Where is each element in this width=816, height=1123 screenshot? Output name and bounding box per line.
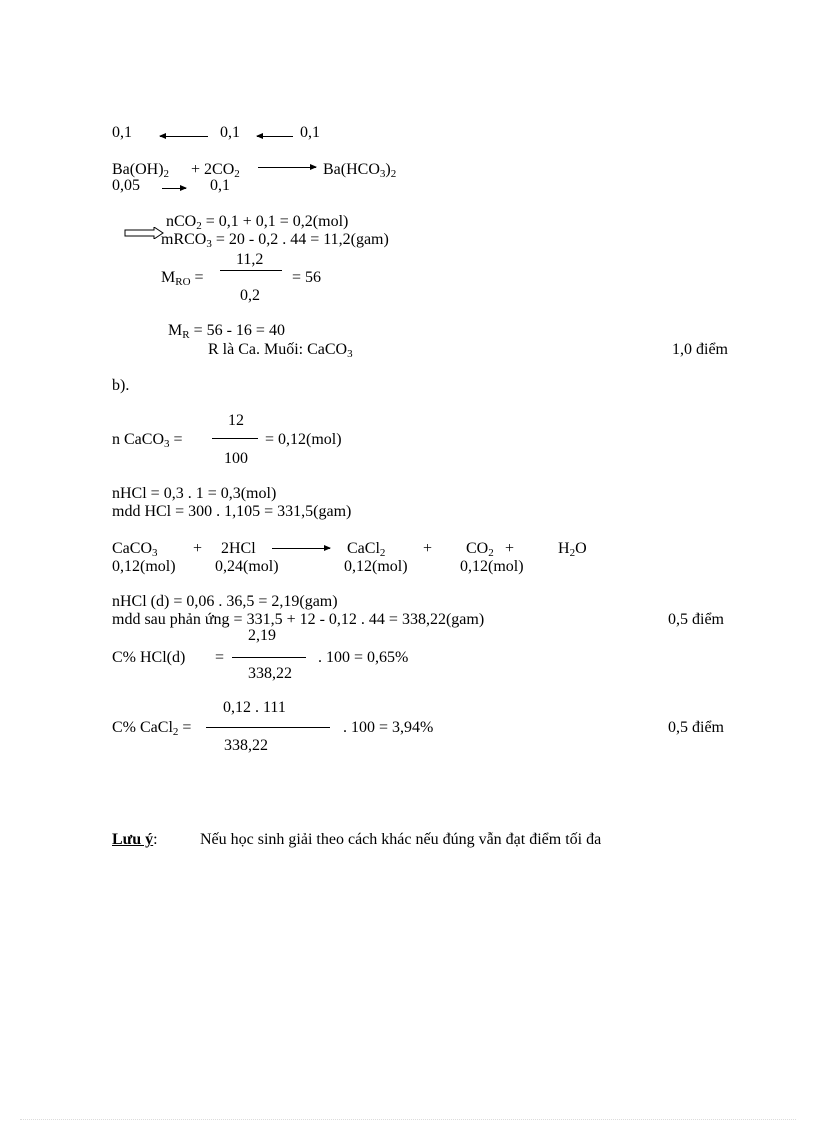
fraction-numerator: 0,12 . 111 xyxy=(223,699,286,716)
fraction-result: . 100 = 0,65% xyxy=(318,649,409,666)
mol-value: 0,12(mol) xyxy=(344,558,408,575)
ccacl2-label: C% CaCl$_2$ = xyxy=(112,719,192,738)
fraction-denominator: 338,22 xyxy=(248,665,292,682)
reactant-caco3: CaCO$_3$ xyxy=(112,540,158,559)
conclusion-line: R là Ca. Muối: CaCO$_3$ xyxy=(208,341,353,360)
fraction-numerator: 11,2 xyxy=(236,251,264,268)
fraction-denominator: 338,22 xyxy=(224,737,268,754)
fraction-bar xyxy=(220,270,282,271)
plus-sign: + xyxy=(193,540,203,557)
product-h2o: $H_2O$ xyxy=(558,540,587,559)
reactant-co2: + $2CO_2$ xyxy=(191,161,240,180)
chcl-label: C% HCl(d) xyxy=(112,649,186,666)
fraction-denominator: 0,2 xyxy=(240,287,260,304)
nhcl-line: nHCl = 0,3 . 1 = 0,3(mol) xyxy=(112,485,277,502)
nco2-line: nCO$_2$ = 0,1 + 0,1 = 0,2(mol) xyxy=(166,213,349,232)
note-text: Nếu học sinh giải theo cách khác nếu đúng vẫn đạt điểm tối đa xyxy=(200,831,602,848)
mro-label: $M_{RO}$ = xyxy=(161,269,204,288)
note-label: Lưu ý: xyxy=(112,831,158,848)
part-b-heading: b). xyxy=(112,377,130,394)
fraction-denominator: 100 xyxy=(224,450,248,467)
score-label: 0,5 điểm xyxy=(668,719,724,736)
mrco3-line: mRCO$_3$ = 20 - 0,2 . 44 = 11,2(gam) xyxy=(161,231,389,250)
product-cacl2: CaCl$_2$ xyxy=(347,540,386,559)
right-arrow-icon xyxy=(272,548,330,549)
fraction-bar xyxy=(212,438,258,439)
fraction-bar xyxy=(232,657,306,658)
mol-value: 0,1 xyxy=(210,177,230,194)
nhcl-excess-line: nHCl (d) = 0,06 . 36,5 = 2,19(gam) xyxy=(112,593,338,610)
ncaco3-label: n CaCO$_3$ = xyxy=(112,431,183,450)
right-arrow-icon xyxy=(162,188,186,189)
mr-line: $M_R = 56 - 16 = 40$ xyxy=(168,322,285,341)
fraction-result: = 56 xyxy=(292,269,322,286)
plus-sign: + xyxy=(423,540,433,557)
left-arrow-icon xyxy=(160,136,208,137)
product-bahco32: $Ba(HCO_3)_2$ xyxy=(323,161,397,180)
mol-value: 0,24(mol) xyxy=(215,558,279,575)
reactant-baoh2: $Ba(OH)_2$ xyxy=(112,161,170,180)
mdd-after-line: mdd sau phản ứng = 331,5 + 12 - 0,12 . 44 = 338,22(gam) xyxy=(112,611,485,628)
score-label: 1,0 điểm xyxy=(672,341,728,358)
score-label: 0,5 điểm xyxy=(668,611,724,628)
mol-value: 0,12(mol) xyxy=(112,558,176,575)
fraction-bar xyxy=(206,727,330,728)
plus-sign: + xyxy=(505,540,515,557)
mol-value: 0,1 xyxy=(220,124,240,141)
mol-value: 0,12(mol) xyxy=(460,558,524,575)
fraction-result: . 100 = 3,94% xyxy=(343,719,434,736)
left-arrow-icon xyxy=(257,136,293,137)
fraction-numerator: 2,19 xyxy=(248,627,276,644)
fraction-result: = 0,12(mol) xyxy=(265,431,342,448)
reactant-hcl: 2HCl xyxy=(221,540,256,557)
mol-value: 0,1 xyxy=(112,124,132,141)
product-co2: $CO_2$ xyxy=(466,540,494,559)
right-arrow-icon xyxy=(258,167,316,168)
page-footer-divider xyxy=(20,1119,796,1120)
equals-sign: = xyxy=(215,649,225,666)
implies-arrow-icon xyxy=(124,227,164,239)
mddhcl-line: mdd HCl = 300 . 1,105 = 331,5(gam) xyxy=(112,503,352,520)
fraction-numerator: 12 xyxy=(228,412,244,429)
mol-value: 0,05 xyxy=(112,177,140,194)
mol-value: 0,1 xyxy=(300,124,320,141)
